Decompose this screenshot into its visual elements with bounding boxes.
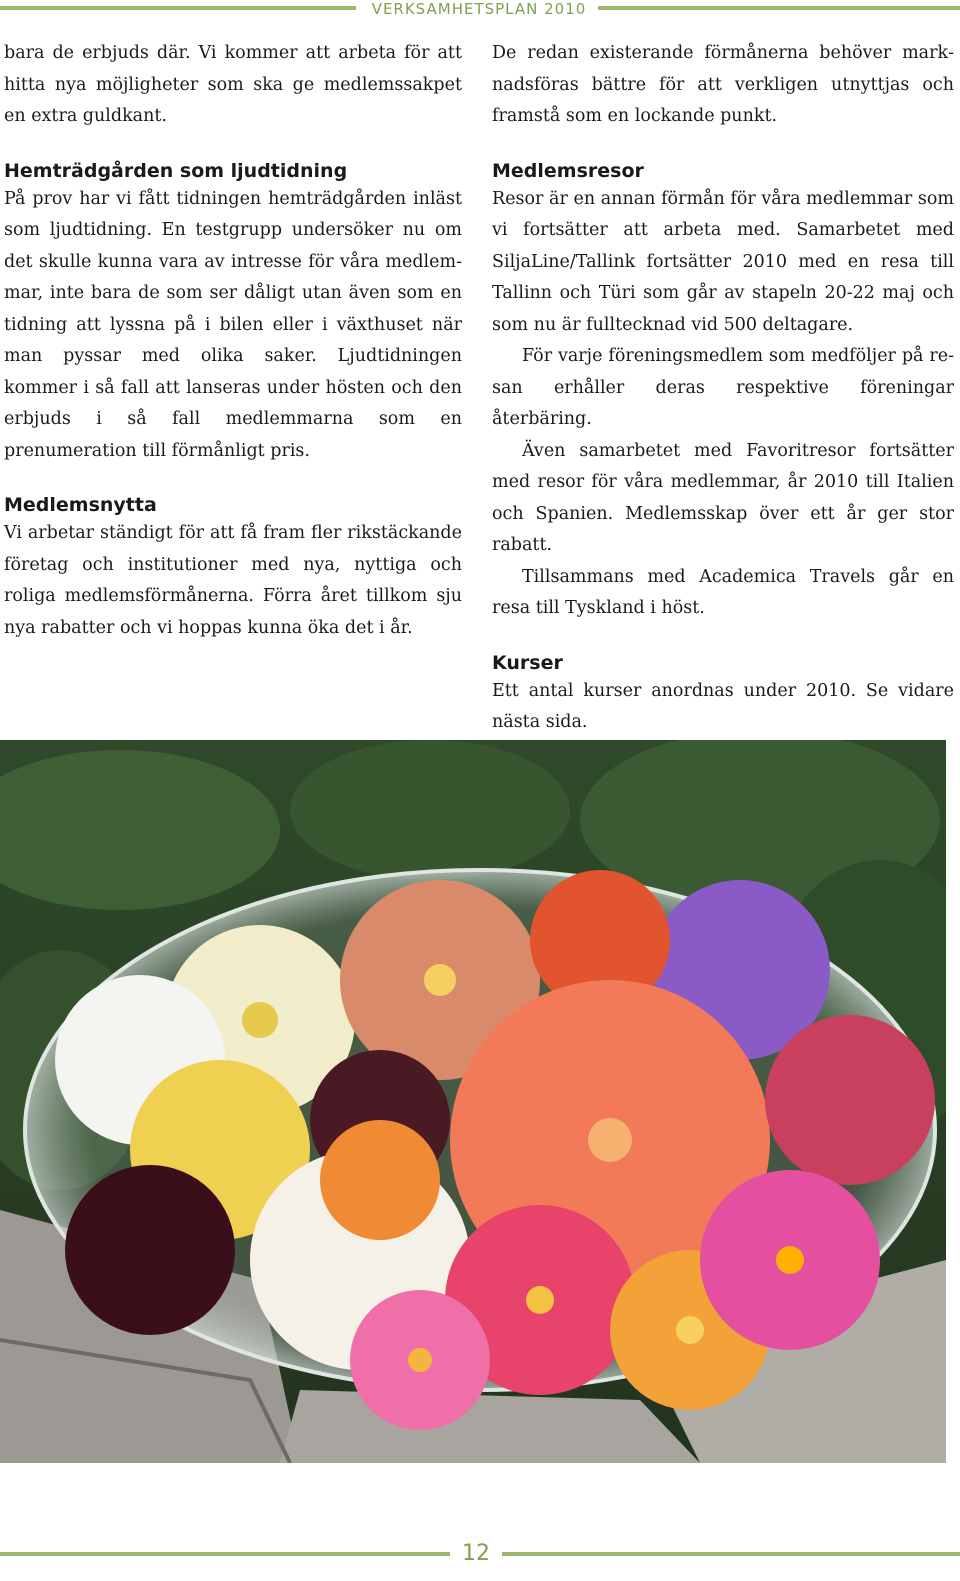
section-heading-medlemsresor: Medlemsresor xyxy=(492,159,644,182)
section-paragraph: Tillsammans med Academica Travels går en resa till Tyskland i höst. xyxy=(492,566,954,618)
section-paragraph: Även samarbetet med Favoritresor fortsätter med resor för våra medlemmar, år 2010 till Italien och Spanien. Medlemsskap över ett år ger stor rabatt. xyxy=(492,440,954,555)
right-intro-paragraph: De redan existerande förmånerna behöver marknadsföras bättre för att verkligen utnyttjas och framstå som en lockande punkt. xyxy=(492,43,954,126)
section-paragraph: För varje föreningsmedlem som medföljer på resan erhåller deras respektive föreningar återbäring. xyxy=(492,346,954,429)
right-column xyxy=(492,38,954,739)
section-paragraph: Resor är en annan förmån för våra medlemmar som vi fortsätter att arbeta med. Samarbetet med SiljaLine/Tallink fortsätter 2010 med en resa till Tallinn och Türi som går av stapeln 20-22 maj och som nu är fulltecknad vid 500 deltagare. xyxy=(492,188,954,335)
section-heading-kurser: Kurser xyxy=(492,651,563,674)
dahlia-bowl-illustration xyxy=(0,740,946,1463)
left-column xyxy=(4,38,462,644)
footer-rule-left xyxy=(0,1552,450,1556)
page-number: 12 xyxy=(462,1541,490,1566)
header-title: VERKSAMHETSPLAN 2010 xyxy=(371,0,587,18)
section-heading-ljudtidning: Hemträdgården som ljudtidning xyxy=(4,159,348,182)
header-rule-right xyxy=(598,6,960,10)
left-intro-paragraph: bara de erbjuds där. Vi kommer att arbeta för att hitta nya möjligheter som ska ge medlemssakpet en extra guldkant. xyxy=(4,43,462,126)
section-heading-medlemsnytta: Medlemsnytta xyxy=(4,494,157,516)
section-paragraph: Vi arbetar ständigt för att få fram fler rikstäckande företag och institutioner med nya, nyttiga och roliga medlemsförmånerna. Förra året tillkom sju nya rabatter och vi hoppas kunna öka det i år. xyxy=(4,523,462,638)
section-paragraph: På prov har vi fått tidningen hemträdgården inläst som ljudtidning. En testgrupp undersöker nu om det skulle kunna vara av intresse för våra medlemmar, inte bara de som ser dåligt utan även som en tidning att lyssna på i bilen eller i växthuset när man pyssar med olika saker. Ljudtidningen kommer i så fall att lanseras under hösten och den erbjuds i så fall medlemmarna som en prenumeration till förmånligt pris. xyxy=(4,188,462,461)
footer-rule-right xyxy=(502,1552,960,1556)
header-rule-left xyxy=(0,6,356,10)
dahlia-bowl-photo xyxy=(0,740,946,1463)
section-paragraph: Ett antal kurser anordnas under 2010. Se vidare nästa sida. xyxy=(492,680,954,732)
